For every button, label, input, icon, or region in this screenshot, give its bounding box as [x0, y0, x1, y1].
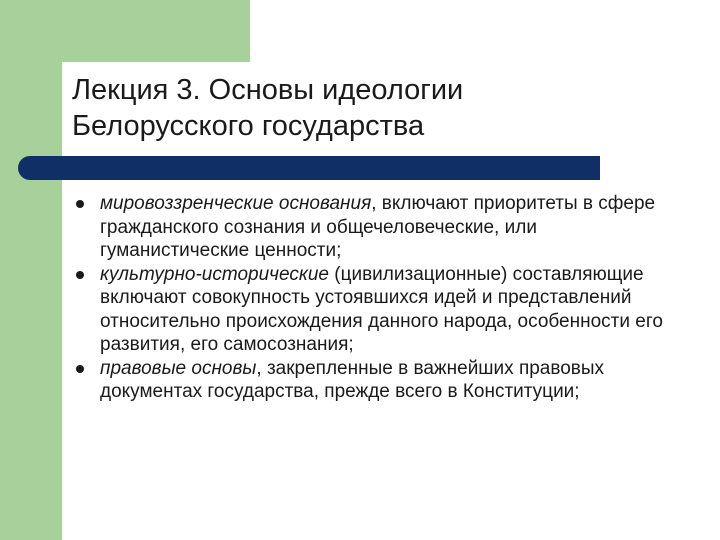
- bullet-description: (цивилизационные) составляющие включают совокупность устоявшихся идей и представлений относительно происхождения данного народа, особенности его развития, его самосознания;: [100, 263, 663, 355]
- title-line-1: Лекция 3. Основы идеологии: [72, 74, 464, 106]
- bullet-description: , закрепленные в важнейших правовых документах государства, прежде всего в Конституции;: [100, 357, 605, 402]
- bullet-dot-icon: [76, 200, 84, 208]
- bullet-term: мировоззренческие основания: [100, 193, 372, 214]
- bullet-dot-icon: [76, 271, 84, 279]
- bullet-item-cultural-historical: [76, 263, 676, 357]
- bullet-text: [100, 193, 655, 261]
- slide-title: [72, 72, 632, 144]
- bullet-term: культурно-исторические: [100, 263, 329, 285]
- title-line-2: Белорусского государства: [72, 110, 425, 142]
- bullet-item-legal: [76, 357, 676, 404]
- bullet-item-worldview: [76, 192, 676, 263]
- bullet-list: [76, 192, 676, 404]
- bullet-dot-icon: [76, 365, 84, 373]
- bullet-text: [100, 358, 604, 403]
- bullet-term: правовые основы: [100, 357, 257, 379]
- title-divider-bar: [18, 156, 600, 180]
- bullet-text: [100, 264, 663, 356]
- bullet-description: , включают приоритеты в сфере гражданского сознания и общечеловеческие, или гуманистические ценности;: [100, 193, 656, 261]
